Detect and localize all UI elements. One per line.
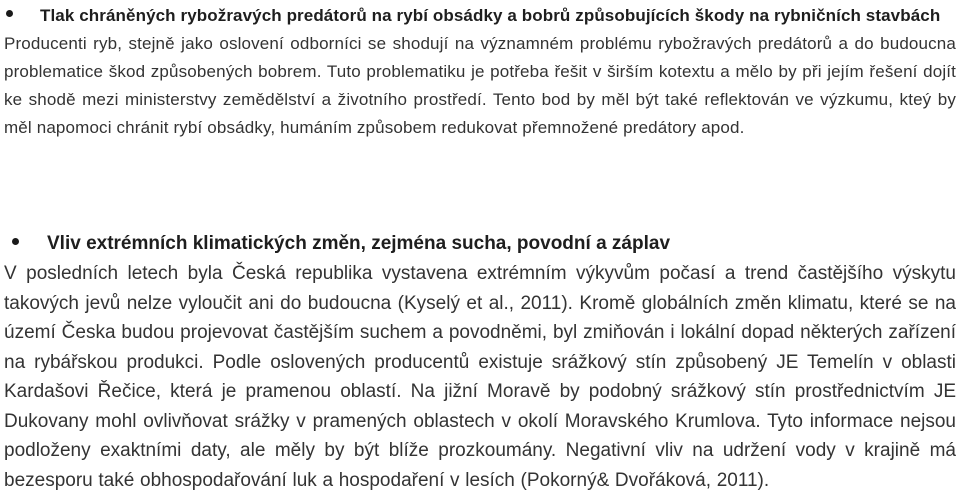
section-heading: Vliv extrémních klimatických změn, zejména sucha, povodní a záplav (47, 233, 671, 254)
section-heading: Tlak chráněných rybožravých predátorů na rybí obsádky a bobrů způsobujících škody na rybničních stavbách (40, 6, 941, 25)
section-heading-row (4, 229, 956, 259)
bullet-icon (12, 238, 19, 245)
section-paragraph: V posledních letech byla Česká republika vystavena extrémním výkyvům počasí a trend častějšího výskytu takových jevů nelze vyloučit ani do budoucna (Kyselý et al., 2011). Kromě globálních změn klimatu, které se na území Česka budou projevovat častějším suchem a povodněmi, byl zmiňován i lokální dopad některých zařízení na rybářskou produkci. Podle oslovených producentů existuje srážkový stín způsobený JE Temelín v oblasti Kardašovi Řečice, která je pramenou oblastí. Na jižní Moravě by podobný srážkový stín prostřednictvím JE Dukovany mohl ovlivňovat srážky v pramených oblastech v okolí Moravského Krumlova. Tyto informace nejsou podloženy exaktními daty, ale měly by být blíže prozkoumány. Negativní vliv na udržení vody v krajině má bezesporu také obhospodařování luk a hospodaření v lesích (Pokorný& Dvořáková, 2011). (4, 263, 956, 491)
section-climate (4, 229, 956, 495)
bullet-icon (6, 10, 13, 17)
section-predators (4, 2, 956, 142)
section-paragraph: Producenti ryb, stejně jako oslovení odborníci se shodují na významném problému rybožravých predátorů a do budoucna problematice škod způsobených bobrem. Tuto problematiku je potřeba řešit v širším kotextu a mělo by při jejím řešení dojít ke shodě mezi ministerstvy zemědělství a životního prostředí. Tento bod by měl být také reflektován ve výzkumu, kteý by měl napomoci chránit rybí obsádky, humáním způsobem redukovat přemnožené predátory apod. (4, 34, 956, 137)
section-heading-row (4, 2, 956, 30)
